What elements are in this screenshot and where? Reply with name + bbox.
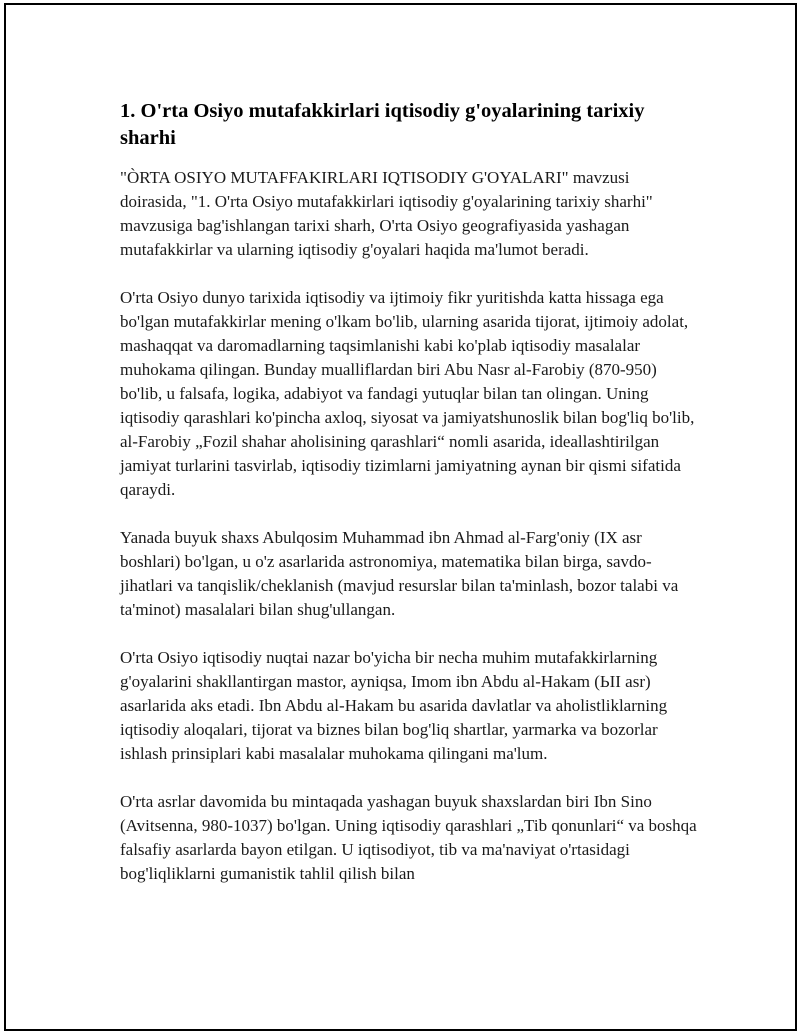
document-body	[120, 98, 700, 886]
paragraph-al-farobiy: O'rta Osiyo dunyo tarixida iqtisodiy va ijtimoiy fikr yuritishda katta hissaga ega bo'lgan mutafakkirlar mening o'lkam bo'lib, ularning asarida tijorat, ijtimoiy adolat, mashaqqat va daromadlarning taqsimlanishi kabi ko'plab iqtisodiy masalalar muhokama qilingan. Bunday mualliflardan biri Abu Nasr al-Farobiy (870-950) bo'lib, u falsafa, logika, adabiyot va fandagi yutuqlar bilan tan olingan. Uning iqtisodiy qarashlari ko'pincha axloq, siyosat va jamiyatshunoslik bilan bog'liq bo'lib, al-Farobiy „Fozil shahar aholisining qarashlari“ nomli asarida, ideallashtirilgan jamiyat turlarini tasvirlab, iqtisodiy tizimlarni jamiyatning aynan bir qismi sifatida qaraydi.	[120, 288, 695, 499]
page-frame	[4, 3, 797, 1031]
paragraph-intro: "ÒRTA OSIYO MUTAFFAKIRLARI IQTISODIY G'OYALARI" mavzusi doirasida, "1. O'rta Osiyo mutafakkirlari iqtisodiy g'oyalarining tarixiy sharhi" mavzusiga bag'ishlangan tarixi sharh, O'rta Osiyo geografiyasida yashagan mutafakkirlar va ularning iqtisodiy g'oyalari haqida ma'lumot beradi.	[120, 168, 653, 259]
paragraph-al-fargoniy: Yanada buyuk shaxs Abulqosim Muhammad ibn Ahmad al-Farg'oniy (IX asr boshlari) bo'lgan, u o'z asarlarida astronomiya, matematika bilan birga, savdo-jihatlari va tanqislik/cheklanish (mavjud resurslar bilan ta'minlash, bozor talabi va ta'minot) masalalari bilan shug'ullangan.	[120, 528, 679, 619]
paragraph-ibn-abdu-al-hakam: O'rta Osiyo iqtisodiy nuqtai nazar bo'yicha bir necha muhim mutafakkirlarning g'oyalarini shakllantirgan mastor, ayniqsa, Imom ibn Abdu al-Hakam (ЬII asr) asarlarida aks etadi. Ibn Abdu al-Hakam bu asarida davlatlar va aholistliklarning iqtisodiy aloqalari, tijorat va biznes bilan bog'liq shartlar, yarmarka va bozorlar ishlash prinsiplari kabi masalalar muhokama qilingani ma'lum.	[120, 648, 668, 763]
document-title: 1. O'rta Osiyo mutafakkirlari iqtisodiy g'oyalarining tarixiy sharhi	[120, 100, 645, 149]
paragraph-ibn-sino: O'rta asrlar davomida bu mintaqada yashagan buyuk shaxslardan biri Ibn Sino (Avitsenna, 980-1037) bo'lgan. Uning iqtisodiy qarashlari „Tib qonunlari“ va boshqa falsafiy asarlarda bayon etilgan. U iqtisodiyot, tib va ma'naviyat o'rtasidagi bog'liqliklarni gumanistik tahlil qilish bilan	[120, 792, 697, 883]
